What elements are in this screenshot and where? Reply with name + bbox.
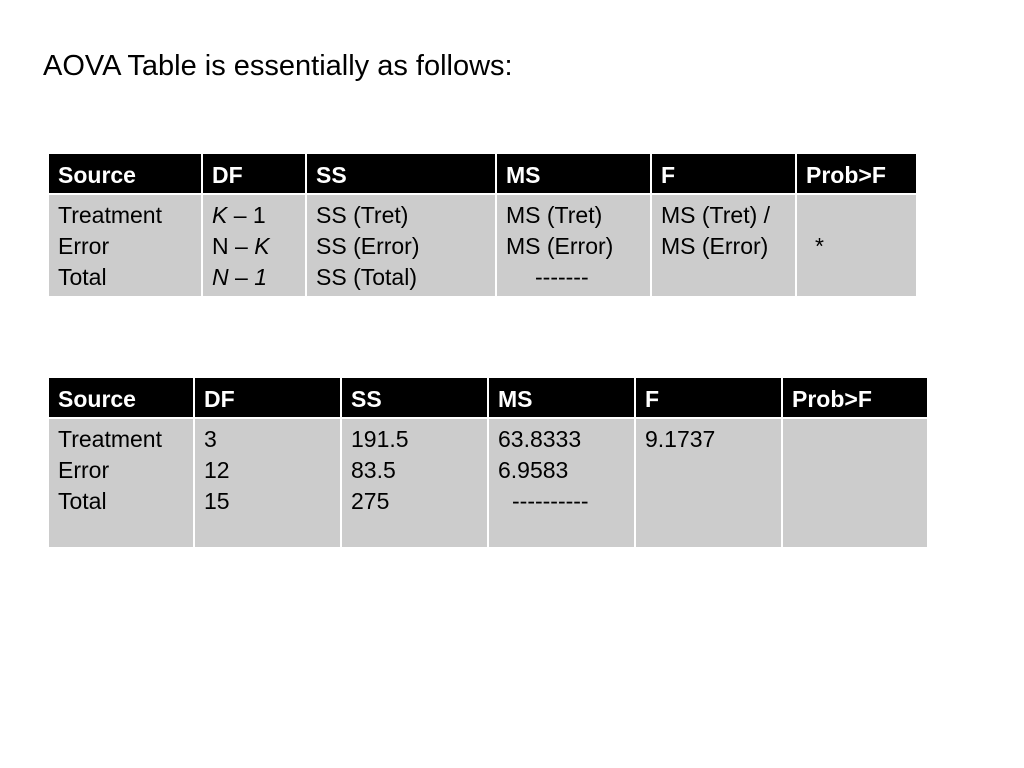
page-title: AOVA Table is essentially as follows:: [43, 50, 513, 82]
df-total: [212, 262, 305, 293]
column-header-df: DF: [202, 153, 306, 194]
table-row: [48, 194, 917, 297]
source-cell: [48, 194, 202, 297]
column-header-ss: SS: [341, 377, 488, 418]
f-cell: [651, 194, 796, 297]
ss-total: SS (Total): [316, 264, 417, 290]
source-total: Total: [58, 488, 107, 514]
ss-cell: [306, 194, 496, 297]
ms-error: 6.9583: [498, 457, 569, 483]
table-row: [48, 418, 928, 548]
df-cell: [194, 418, 341, 548]
source-error: Error: [58, 457, 110, 483]
f-value: 9.1737: [645, 426, 716, 452]
source-error: Error: [58, 233, 110, 259]
ms-treatment: MS (Tret): [506, 202, 603, 228]
column-header-source: Source: [48, 377, 194, 418]
f-denominator: MS (Error): [661, 233, 769, 259]
column-header-ms: MS: [496, 153, 651, 194]
df-error: 12: [204, 457, 230, 483]
df-error-variable: K: [254, 233, 270, 259]
source-total: Total: [58, 264, 107, 290]
column-header-f: F: [635, 377, 782, 418]
df-treatment-variable: K: [212, 202, 228, 228]
column-header-source: Source: [48, 153, 202, 194]
df-error-prefix: N –: [212, 233, 255, 259]
ms-cell: [496, 194, 651, 297]
df-total-one: 1: [254, 264, 267, 290]
aova-numeric-table: [47, 376, 929, 549]
df-cell: [202, 194, 306, 297]
prob-f-cell: [782, 418, 928, 548]
ms-total-dashes: ----------: [512, 488, 589, 514]
aova-formula-table: [47, 152, 918, 298]
ms-treatment: 63.8333: [498, 426, 582, 452]
ms-error: MS (Error): [506, 233, 614, 259]
ss-treatment: 191.5: [351, 426, 409, 452]
df-error: [212, 231, 305, 262]
df-total-minus: –: [228, 264, 255, 290]
source-treatment: Treatment: [58, 202, 162, 228]
df-total-variable: N: [212, 264, 229, 290]
ss-treatment: SS (Tret): [316, 202, 409, 228]
table-header-row: [48, 377, 928, 418]
prob-f-cell: [796, 194, 917, 297]
df-total: 15: [204, 488, 230, 514]
ss-total: 275: [351, 488, 390, 514]
df-treatment-rest: – 1: [227, 202, 266, 228]
df-treatment: [212, 200, 305, 231]
ms-total-dashes: -------: [535, 264, 589, 290]
column-header-prob-f: Prob>F: [782, 377, 928, 418]
ss-cell: [341, 418, 488, 548]
column-header-f: F: [651, 153, 796, 194]
f-cell: [635, 418, 782, 548]
source-treatment: Treatment: [58, 426, 162, 452]
ss-error: SS (Error): [316, 233, 420, 259]
df-treatment: 3: [204, 426, 217, 452]
ss-error: 83.5: [351, 457, 396, 483]
column-header-ms: MS: [488, 377, 635, 418]
table-header-row: [48, 153, 917, 194]
f-numerator: MS (Tret) /: [661, 202, 771, 228]
source-cell: [48, 418, 194, 548]
prob-f-value: *: [815, 233, 824, 259]
column-header-prob-f: Prob>F: [796, 153, 917, 194]
column-header-df: DF: [194, 377, 341, 418]
ms-cell: [488, 418, 635, 548]
column-header-ss: SS: [306, 153, 496, 194]
